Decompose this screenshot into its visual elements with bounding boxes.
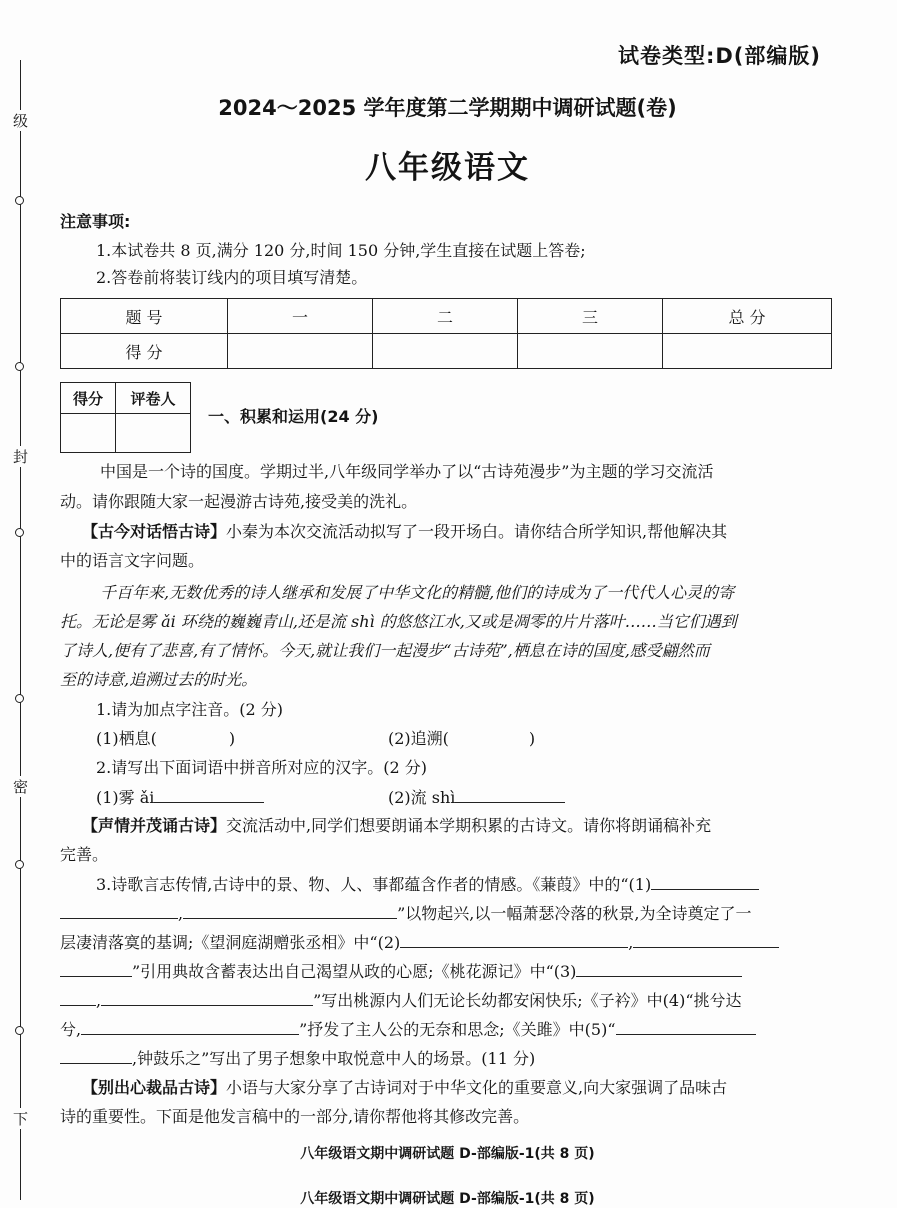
binding-label: 封	[13, 448, 29, 466]
q3-text: ,钟鼓乐之”写出了男子想象中取悦意中人的场景。(11 分)	[132, 1049, 536, 1068]
q3-answer-2a[interactable]	[400, 931, 628, 948]
intro-line: 动。请你跟随大家一起漫游古诗苑,接受美的洗礼。	[60, 492, 418, 511]
binding-label: 下	[13, 1110, 29, 1128]
q1-part-b-label: (2)追溯(	[388, 729, 449, 748]
binding-hole	[15, 1026, 24, 1035]
grader-score-cell[interactable]	[61, 414, 116, 453]
q3-text: ”以物起兴,以一幅萧瑟冷落的秋景,为全诗奠定了一	[397, 904, 752, 923]
q3-answer-2c[interactable]	[60, 960, 132, 977]
score-header-cell: 二	[373, 299, 518, 334]
q2-part-a-label: (1)雾 ǎi	[96, 788, 155, 807]
part2-text: 交流活动中,同学们想要朗诵本学期积累的古诗文。请你将朗诵稿补充	[226, 816, 712, 835]
score-header-cell: 总 分	[663, 299, 832, 334]
question-3-line	[60, 960, 742, 983]
part3-line: 诗的重要性。下面是他发言稿中的一部分,请你帮他将其修改完善。	[60, 1107, 530, 1126]
comma: ,	[628, 933, 634, 952]
q3-text: 兮,	[60, 1020, 82, 1039]
binding-hole	[15, 860, 24, 869]
part1-text: 小秦为本次交流活动拟写了一段开场白。请你结合所学知识,帮他解决其	[226, 522, 728, 541]
question-3-line	[96, 873, 759, 896]
part1-tag: 【古今对话悟古诗】	[82, 522, 227, 541]
part3-tag: 【别出心裁品古诗】	[82, 1078, 227, 1097]
binding-hole	[15, 528, 24, 537]
q3-answer-4[interactable]	[81, 1018, 299, 1035]
binding-label: 级	[13, 112, 29, 130]
score-header-cell: 三	[518, 299, 663, 334]
q1-part-a-label: (1)栖息(	[96, 729, 157, 748]
q3-text: 3.诗歌言志传情,古诗中的景、物、人、事都蕴含作者的情感。《蒹葭》中的“(1)	[96, 875, 652, 894]
q2-answer-b[interactable]	[455, 786, 565, 803]
part3-text: 小语与大家分享了古诗词对于中华文化的重要意义,向大家强调了品味古	[226, 1078, 728, 1097]
q3-answer-3c[interactable]	[101, 989, 313, 1006]
part2-tag: 【声情并茂诵古诗】	[82, 816, 227, 835]
grader-name-label: 评卷人	[116, 383, 191, 414]
q1-part-b	[388, 728, 535, 750]
question-3-line	[60, 989, 742, 1012]
q3-text: 层凄清落寞的基调;《望洞庭湖赠张丞相》中“(2)	[60, 933, 401, 952]
notes-item: 1.本试卷共 8 页,满分 120 分,时间 150 分钟,学生直接在试题上答卷;	[96, 241, 586, 260]
subject-title: 八年级语文	[365, 150, 530, 186]
score-header-cell: 一	[228, 299, 373, 334]
section-title: 一、积累和运用(24 分)	[208, 407, 379, 426]
score-cell[interactable]	[663, 334, 832, 369]
binding-hole	[15, 196, 24, 205]
grader-score-label: 得分	[61, 383, 116, 414]
binding-hole	[15, 694, 24, 703]
q3-answer-1b[interactable]	[60, 902, 178, 919]
q1-part-a	[96, 728, 235, 750]
question-3-line	[60, 1018, 756, 1041]
q2-part-b	[388, 786, 565, 809]
binding-label: 密	[13, 778, 29, 796]
question-3-line	[60, 902, 751, 925]
part1-line: 中的语言文字问题。	[60, 551, 205, 570]
passage-line: 至的诗意,追溯过去的时光。	[60, 670, 258, 689]
score-header-cell: 题 号	[61, 299, 228, 334]
binding-hole	[15, 362, 24, 371]
q2-part-b-label: (2)流 shì	[388, 788, 456, 807]
score-cell[interactable]	[518, 334, 663, 369]
comma: ,	[96, 991, 102, 1010]
score-row-label: 得 分	[61, 334, 228, 369]
q3-answer-3b[interactable]	[60, 989, 96, 1006]
paper-type: 试卷类型:D(部编版)	[617, 44, 821, 68]
q3-answer-1a[interactable]	[651, 873, 759, 890]
question-3-line	[60, 1047, 535, 1070]
question-1: 1.请为加点字注音。(2 分)	[96, 700, 284, 719]
question-3-line	[60, 931, 779, 954]
grader-name-cell[interactable]	[116, 414, 191, 453]
part1-line	[82, 521, 727, 543]
part2-line: 完善。	[60, 845, 109, 864]
q3-answer-5a[interactable]	[616, 1018, 756, 1035]
notes-heading: 注意事项:	[60, 212, 131, 231]
q3-answer-3a[interactable]	[576, 960, 742, 977]
score-table	[60, 298, 832, 369]
close-paren: )	[528, 729, 536, 748]
q3-answer-2b[interactable]	[633, 931, 779, 948]
q2-part-a	[96, 786, 264, 809]
score-cell[interactable]	[228, 334, 373, 369]
exam-title: 2024～2025 学年度第二学期期中调研试题(卷)	[218, 96, 677, 120]
comma: ,	[178, 904, 184, 923]
q3-text: ”抒发了主人公的无奈和思念;《关雎》中(5)“	[299, 1020, 616, 1039]
q3-text: ”写出桃源内人们无论长幼都安闲快乐;《子衿》中(4)“挑兮达	[313, 991, 742, 1010]
passage-line: 托。无论是雾 ǎi 环绕的巍巍青山,还是流 shì 的悠悠江水,又或是凋零的片片落叶……当它们遇到	[60, 612, 737, 631]
q2-answer-a[interactable]	[154, 786, 264, 803]
q3-answer-1c[interactable]	[183, 902, 397, 919]
page-footer: 八年级语文期中调研试题 D-部编版-1(共 8 页)	[300, 1146, 595, 1162]
page-footer-duplicate: 八年级语文期中调研试题 D-部编版-1(共 8 页)	[300, 1191, 595, 1207]
intro-line: 中国是一个诗的国度。学期过半,八年级同学举办了以“古诗苑漫步”为主题的学习交流活	[100, 462, 714, 481]
binding-margin	[0, 0, 40, 1205]
part2-line	[82, 815, 711, 837]
score-cell[interactable]	[373, 334, 518, 369]
q3-answer-5b[interactable]	[60, 1047, 132, 1064]
q3-text: ”引用典故含蓄表达出自己渴望从政的心愿;《桃花源记》中“(3)	[132, 962, 577, 981]
passage-line: 了诗人,便有了悲喜,有了情怀。今天,就让我们一起漫步“古诗苑”,栖息在诗的国度,感受翩然而	[60, 641, 710, 660]
part3-line	[82, 1077, 727, 1099]
grader-box	[60, 382, 191, 453]
notes-item: 2.答卷前将装订线内的项目填写清楚。	[96, 268, 368, 287]
close-paren: )	[228, 729, 236, 748]
question-2: 2.请写出下面词语中拼音所对应的汉字。(2 分)	[96, 758, 428, 777]
passage-line: 千百年来,无数优秀的诗人继承和发展了中华文化的精髓,他们的诗成为了一代代人心灵的寄	[100, 583, 735, 602]
